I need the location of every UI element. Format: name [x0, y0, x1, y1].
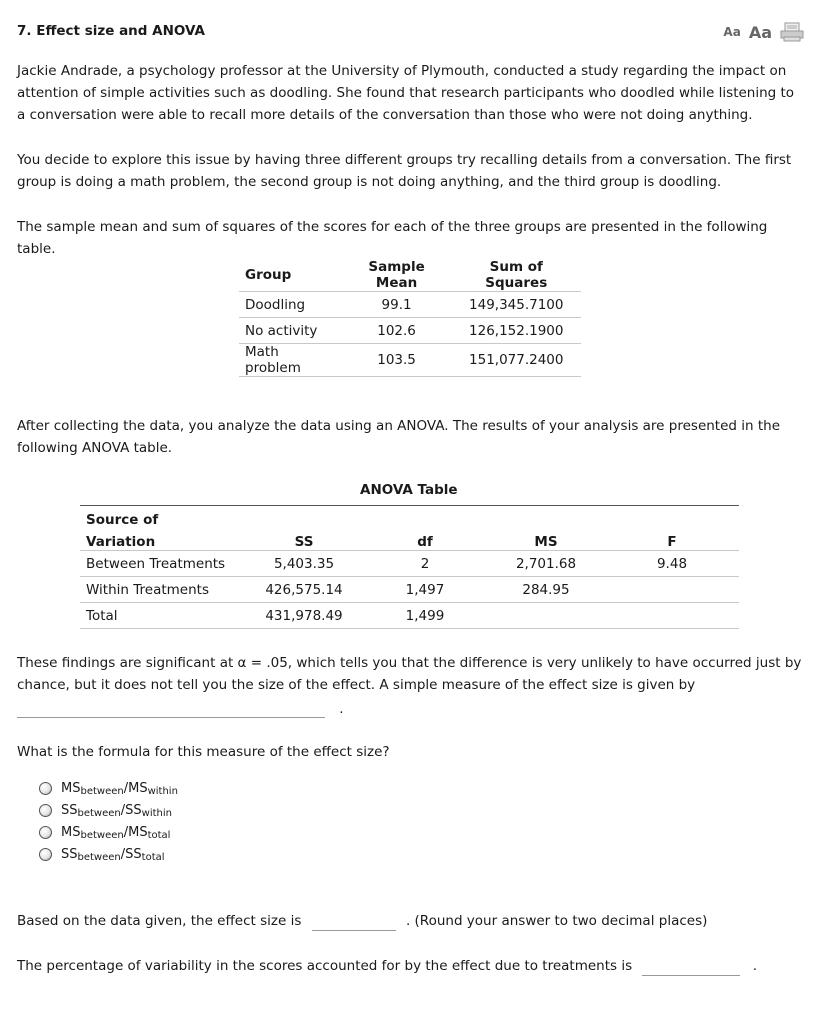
column-header: Sample Mean	[368, 259, 425, 291]
radio-button[interactable]	[39, 826, 52, 839]
f-cell: 9.48	[605, 551, 739, 577]
table-row	[239, 344, 581, 377]
df-cell: 1,497	[363, 577, 487, 603]
column-header: Sum of Squares	[485, 259, 548, 291]
source-cell: Total	[80, 603, 245, 629]
percentage-answer-line: The percentage of variability in the scores accounted for by the effect due to treatments is .	[17, 958, 758, 974]
mean-cell: 99.1	[342, 292, 452, 318]
source-cell: Within Treatments	[80, 577, 245, 603]
group-table	[239, 259, 581, 377]
mean-cell: 103.5	[342, 344, 452, 377]
table-row	[239, 318, 581, 344]
source-header-line1: Source of	[80, 506, 245, 529]
anova-intro-paragraph: After collecting the data, you analyze the data using an ANOVA. The results of your analysis are presented in the following ANOVA table.	[17, 418, 781, 456]
source-header-line2: Variation	[86, 534, 156, 550]
ms-cell	[487, 603, 605, 629]
option-ms-between-ms-total[interactable]: MS between / MS total	[39, 821, 178, 843]
mean-cell: 102.6	[342, 318, 452, 344]
ss-cell: 151,077.2400	[452, 344, 581, 377]
print-icon[interactable]	[780, 22, 804, 42]
df-header: df	[417, 534, 433, 550]
ss-cell: 426,575.14	[245, 577, 363, 603]
significance-paragraph: These findings are significant at α = .05, which tells you that the difference is very unlikely to have occurred just by chance, but it does not tell you the size of the effect. A simple measure of the effect size is given by	[17, 655, 802, 693]
table-row	[80, 551, 739, 577]
df-cell: 1,499	[363, 603, 487, 629]
option-ms-between-ms-within[interactable]: MS between / MS within	[39, 777, 178, 799]
effect-size-measure-dropdown[interactable]	[17, 701, 325, 718]
anova-table-title: ANOVA Table	[360, 482, 458, 498]
intro-paragraph: Jackie Andrade, a psychology professor at the University of Plymouth, conducted a study regarding the impact on attention of simple activities such as doodling. She found that research participants who doodled while listening to a conversation were able to recall more details of the conversation than those who were not doing anything.	[17, 63, 795, 123]
group-cell: Math problem	[239, 344, 342, 377]
f-header: F	[667, 534, 677, 550]
option-ss-between-ss-within[interactable]: SS between / SS within	[39, 799, 178, 821]
effect-size-measure-blank[interactable]	[17, 700, 344, 718]
table-row	[80, 577, 739, 603]
ss-header: SS	[294, 534, 314, 550]
group-cell: No activity	[239, 318, 342, 344]
effect-size-answer-line: Based on the data given, the effect size is . (Round your answer to two decimal places)	[17, 913, 708, 929]
formula-options	[39, 777, 178, 865]
table-intro-paragraph: The sample mean and sum of squares of the scores for each of the three groups are presented in the following table.	[17, 219, 768, 257]
table-row	[80, 603, 739, 629]
ss-cell: 431,978.49	[245, 603, 363, 629]
decrease-font-button[interactable]: Aa	[723, 25, 741, 39]
option-ss-between-ss-total[interactable]: SS between / SS total	[39, 843, 178, 865]
setup-paragraph: You decide to explore this issue by having three different groups try recalling details from a conversation. The first group is doing a math problem, the second group is not doing anything, and the third group is doodling.	[17, 152, 792, 190]
radio-button[interactable]	[39, 782, 52, 795]
increase-font-button[interactable]: Aa	[748, 22, 772, 42]
ms-header: MS	[534, 534, 558, 550]
radio-button[interactable]	[39, 848, 52, 861]
ms-cell: 2,701.68	[487, 551, 605, 577]
formula-question: What is the formula for this measure of the effect size?	[17, 744, 390, 760]
radio-button[interactable]	[39, 804, 52, 817]
period: .	[339, 701, 344, 717]
group-cell: Doodling	[239, 292, 342, 318]
df-cell: 2	[363, 551, 487, 577]
percentage-input[interactable]	[642, 957, 740, 976]
effect-size-input[interactable]	[312, 912, 396, 931]
ss-cell: 5,403.35	[245, 551, 363, 577]
anova-table	[80, 505, 739, 629]
source-cell: Between Treatments	[80, 551, 245, 577]
column-header: Group	[245, 267, 292, 283]
f-cell	[605, 577, 739, 603]
ms-cell: 284.95	[487, 577, 605, 603]
text-tools	[723, 22, 804, 42]
ss-cell: 126,152.1900	[452, 318, 581, 344]
f-cell	[605, 603, 739, 629]
ss-cell: 149,345.7100	[452, 292, 581, 318]
table-row	[239, 292, 581, 318]
question-title: 7. Effect size and ANOVA	[17, 23, 205, 39]
